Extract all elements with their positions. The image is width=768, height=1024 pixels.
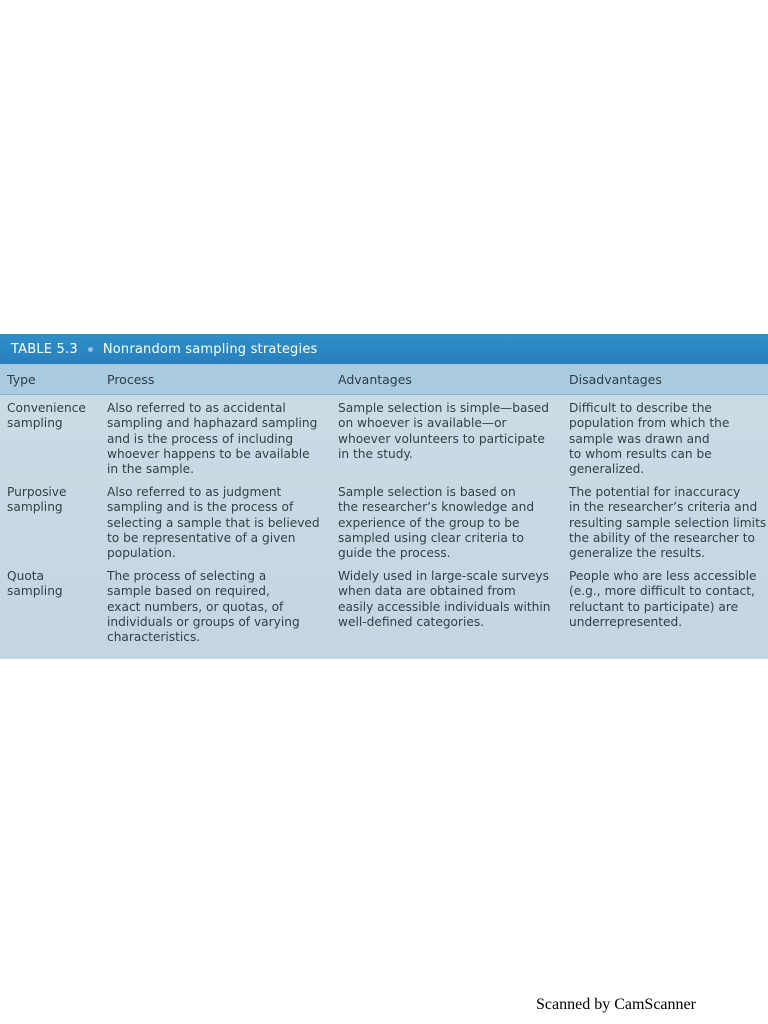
cell-advantages <box>338 569 560 630</box>
cell-line: sampling <box>7 500 63 515</box>
cell-line: to be representative of a given <box>107 530 296 545</box>
table-row <box>0 485 768 565</box>
cell-line: sampling and is the process of <box>107 500 294 515</box>
cell-line: (e.g., more difficult to contact, <box>569 584 755 599</box>
cell-line: Difficult to describe the <box>569 401 712 415</box>
cell-line: sample based on required, <box>107 584 270 599</box>
cell-process <box>107 401 329 477</box>
cell-advantages <box>338 401 560 462</box>
table-row <box>0 569 768 649</box>
header-process: Process <box>107 372 155 387</box>
cell-line: Sample selection is simple—based <box>338 401 550 415</box>
cell-line: The potential for inaccuracy <box>569 485 741 499</box>
cell-line: Purposive <box>7 485 67 499</box>
cell-line: on whoever is available—or <box>338 416 507 431</box>
cell-disadvantages <box>569 485 765 561</box>
cell-line: The process of selecting a <box>107 569 267 583</box>
header-disadvantages: Disadvantages <box>569 372 662 387</box>
cell-line: sampling and haphazard sampling <box>107 416 318 431</box>
cell-line: reluctant to participate) are <box>569 599 739 614</box>
cell-process <box>107 485 329 561</box>
cell-line: in the study. <box>338 446 413 461</box>
cell-line: generalize the results. <box>569 546 706 561</box>
cell-line: in the sample. <box>107 462 195 477</box>
cell-line: sampling <box>7 416 63 431</box>
cell-line: People who are less accessible <box>569 569 757 583</box>
scanner-watermark: Scanned by CamScanner <box>536 996 696 1013</box>
table-number: TABLE 5.3 <box>11 341 78 357</box>
cell-line: individuals or groups of varying <box>107 614 300 629</box>
cell-line: Widely used in large-scale surveys <box>338 569 549 583</box>
table-title: Nonrandom sampling strategies <box>102 341 318 357</box>
cell-line: Convenience <box>7 401 86 415</box>
cell-line: Sample selection is based on <box>338 485 516 499</box>
cell-line: Also referred to as accidental <box>107 401 286 415</box>
cell-line: Quota <box>7 569 45 583</box>
cell-line: underrepresented. <box>569 614 683 629</box>
cell-line: whoever happens to be available <box>107 446 310 461</box>
cell-process <box>107 569 329 645</box>
cell-line: resulting sample selection limits <box>569 515 767 530</box>
cell-line: whoever volunteers to participate <box>338 431 545 446</box>
cell-line: when data are obtained from <box>338 584 516 599</box>
cell-line: well-defined categories. <box>338 614 485 629</box>
table-caption <box>0 334 768 364</box>
cell-line: and is the process of including <box>107 431 294 446</box>
cell-line: generalized. <box>569 462 645 477</box>
bullet-separator-icon <box>88 347 93 352</box>
cell-line: population from which the <box>569 416 730 431</box>
cell-type <box>7 569 99 600</box>
cell-type <box>7 401 99 432</box>
cell-line: to whom results can be <box>569 446 712 461</box>
cell-line: sampled using clear criteria to <box>338 530 525 545</box>
cell-line: in the researcher’s criteria and <box>569 500 758 515</box>
cell-line: the ability of the researcher to <box>569 530 755 545</box>
cell-line: guide the process. <box>338 546 451 561</box>
cell-line: easily accessible individuals within <box>338 599 551 614</box>
cell-line: exact numbers, or quotas, of <box>107 599 284 614</box>
header-type: Type <box>7 372 36 387</box>
cell-line: sampling <box>7 584 63 599</box>
cell-disadvantages <box>569 401 765 477</box>
cell-line: sample was drawn and <box>569 431 710 446</box>
cell-line: the researcher’s knowledge and <box>338 500 535 515</box>
cell-advantages <box>338 485 560 561</box>
table-header-row <box>0 364 768 395</box>
cell-disadvantages <box>569 569 765 630</box>
cell-line: experience of the group to be <box>338 515 520 530</box>
cell-line: population. <box>107 546 176 561</box>
cell-line: characteristics. <box>107 630 201 645</box>
table-5-3 <box>0 334 768 659</box>
table-row <box>0 401 768 481</box>
header-advantages: Advantages <box>338 372 412 387</box>
cell-line: selecting a sample that is believed <box>107 515 320 530</box>
cell-type <box>7 485 99 516</box>
cell-line: Also referred to as judgment <box>107 485 282 499</box>
